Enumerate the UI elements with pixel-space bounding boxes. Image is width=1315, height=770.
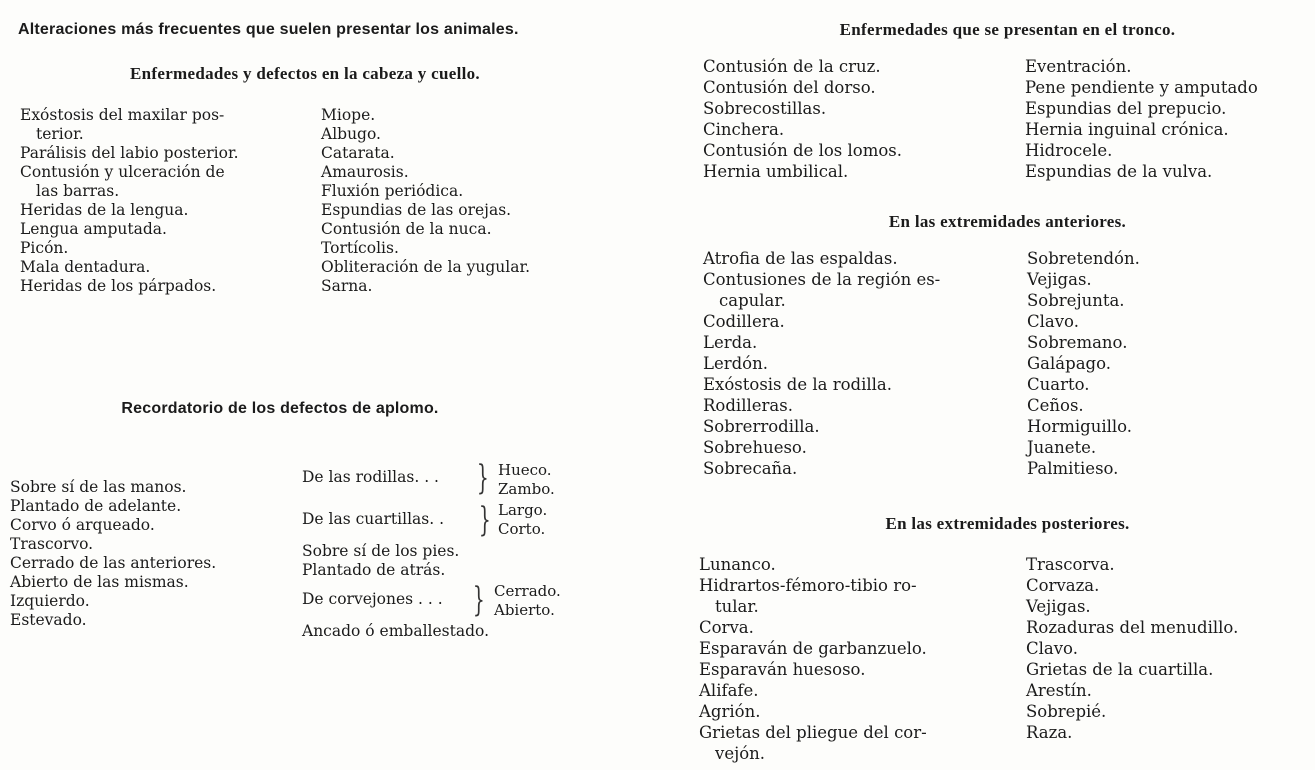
list-item: Heridas de la lengua. xyxy=(20,201,189,219)
brace-icon: } xyxy=(478,500,491,540)
list-item: Lerda. xyxy=(703,333,758,352)
anterior-col1 xyxy=(703,248,940,479)
list-item: Plantado de adelante. xyxy=(10,497,182,515)
list-item: vejón. xyxy=(715,744,766,763)
list-item: Corva. xyxy=(699,618,754,637)
list-item: Lengua amputada. xyxy=(20,220,167,238)
list-item: Sobrerrodilla. xyxy=(703,417,820,436)
list-item: Obliteración de la yugular. xyxy=(321,258,531,276)
list-item: Pene pendiente y amputado xyxy=(1025,78,1258,97)
head-neck-title: Enfermedades y defectos en la cabeza y cuello. xyxy=(130,64,480,83)
list-item: Exóstosis de la rodilla. xyxy=(703,375,893,394)
list-item: Picón. xyxy=(20,239,69,257)
list-item: Grietas del pliegue del cor- xyxy=(699,723,927,742)
list-item: Sobre sí de los pies. xyxy=(302,542,460,560)
list-item: Estevado. xyxy=(10,611,87,629)
list-item: Heridas de los párpados. xyxy=(20,277,217,295)
list-item: Hormiguillo. xyxy=(1027,417,1133,436)
list-item: Miope. xyxy=(321,106,376,124)
aplomo-middle xyxy=(302,542,592,580)
list-item: Eventración. xyxy=(1025,57,1132,76)
list-item: Mala dentadura. xyxy=(20,258,151,276)
list-item: Catarata. xyxy=(321,144,395,162)
list-item: Raza. xyxy=(1026,723,1073,742)
list-item: Contusión de los lomos. xyxy=(703,141,902,160)
list-item: Agrión. xyxy=(699,702,761,721)
list-item: Parálisis del labio posterior. xyxy=(20,144,239,162)
list-item: Exóstosis del maxilar pos- xyxy=(20,106,225,124)
list-item: Contusión del dorso. xyxy=(703,78,876,97)
list-item: Contusión de la nuca. xyxy=(321,220,492,238)
list-item: Hidrartos-fémoro-tibio ro- xyxy=(699,576,917,595)
list-item: Espundias de la vulva. xyxy=(1025,162,1213,181)
list-item: Sarna. xyxy=(321,277,373,295)
brace-option: Hueco. xyxy=(498,461,552,479)
list-item: Contusiones de la región es- xyxy=(703,270,941,289)
list-item: Vejigas. xyxy=(1026,597,1091,616)
list-item: Lunanco. xyxy=(699,555,776,574)
list-item: Ancado ó emballestado. xyxy=(302,622,489,640)
list-item: Vejigas. xyxy=(1027,270,1092,289)
list-item: terior. xyxy=(36,125,84,143)
list-item: tular. xyxy=(715,597,759,616)
list-item: Trascorva. xyxy=(1026,555,1115,574)
list-item: Sobrecaña. xyxy=(703,459,798,478)
brace-icon: } xyxy=(472,580,485,620)
list-item: Trascorvo. xyxy=(10,535,94,553)
list-item: Sobretendón. xyxy=(1027,249,1140,268)
brace-option: Cerrado. xyxy=(494,582,561,600)
list-item: Galápago. xyxy=(1027,354,1111,373)
aplomo-col1 xyxy=(10,478,216,630)
list-item: las barras. xyxy=(36,182,120,200)
trunk-title: Enfermedades que se presentan en el tronco. xyxy=(839,20,1176,39)
list-item: Hernia inguinal crónica. xyxy=(1025,120,1229,139)
list-item: Cinchera. xyxy=(703,120,785,139)
list-item: Sobrehueso. xyxy=(703,438,807,457)
list-item: Sobrecostillas. xyxy=(703,99,827,118)
list-item: Plantado de atrás. xyxy=(302,561,446,579)
list-item: Amaurosis. xyxy=(321,163,409,181)
brace-icon: } xyxy=(476,458,489,498)
cuartillas-label: De las cuartillas. . xyxy=(302,510,444,528)
list-item: Sobrejunta. xyxy=(1027,291,1125,310)
list-item: Lerdón. xyxy=(703,354,768,373)
rodillas-group xyxy=(302,458,592,500)
list-item: Esparaván huesoso. xyxy=(699,660,866,679)
list-item: Rozaduras del menudillo. xyxy=(1026,618,1239,637)
list-item: Izquierdo. xyxy=(10,592,90,610)
list-item: Espundias del prepucio. xyxy=(1025,99,1227,118)
rodillas-label: De las rodillas. . . xyxy=(302,468,439,486)
list-item: Sobremano. xyxy=(1027,333,1128,352)
list-item: Sobre sí de las manos. xyxy=(10,478,187,496)
anterior-col2 xyxy=(1027,248,1140,479)
list-item: Tortícolis. xyxy=(321,239,399,257)
list-item: Clavo. xyxy=(1026,639,1078,658)
trunk-col1 xyxy=(703,56,902,182)
list-item: capular. xyxy=(719,291,786,310)
posterior-col1 xyxy=(699,554,927,764)
list-item: Cuarto. xyxy=(1027,375,1090,394)
brace-option: Zambo. xyxy=(498,480,555,498)
list-item: Juanete. xyxy=(1027,438,1097,457)
list-item: Esparaván de garbanzuelo. xyxy=(699,639,927,658)
list-item: Grietas de la cuartilla. xyxy=(1026,660,1214,679)
list-item: Atrofia de las espaldas. xyxy=(703,249,898,268)
aplomo-title: Recordatorio de los defectos de aplomo. xyxy=(121,400,439,417)
posterior-col2 xyxy=(1026,554,1238,743)
corvejones-label: De corvejones . . . xyxy=(302,590,443,608)
trunk-col2 xyxy=(1025,56,1258,182)
brace-option: Corto. xyxy=(498,520,546,538)
list-item: Albugo. xyxy=(321,125,381,143)
head-neck-col1 xyxy=(20,106,239,296)
list-item: Palmitieso. xyxy=(1027,459,1119,478)
list-item: Corvaza. xyxy=(1026,576,1100,595)
head-neck-col2 xyxy=(321,106,530,296)
list-item: Arestín. xyxy=(1026,681,1092,700)
list-item: Alifafe. xyxy=(699,681,759,700)
list-item: Espundias de las orejas. xyxy=(321,201,512,219)
main-title: Alteraciones más frecuentes que suelen presentar los animales. xyxy=(18,21,519,38)
list-item: Contusión de la cruz. xyxy=(703,57,881,76)
cuartillas-group xyxy=(302,500,592,542)
list-item: Sobrepié. xyxy=(1026,702,1107,721)
list-item: Hidrocele. xyxy=(1025,141,1113,160)
anterior-title: En las extremidades anteriores. xyxy=(888,212,1127,231)
list-item: Contusión y ulceración de xyxy=(20,163,225,181)
list-item: Fluxión periódica. xyxy=(321,182,464,200)
list-item: Hernia umbilical. xyxy=(703,162,849,181)
list-item: Ceños. xyxy=(1027,396,1084,415)
list-item: Cerrado de las anteriores. xyxy=(10,554,217,572)
aplomo-col2 xyxy=(302,458,592,641)
list-item: Clavo. xyxy=(1027,312,1079,331)
list-item: Codillera. xyxy=(703,312,785,331)
brace-option: Largo. xyxy=(498,501,548,519)
posterior-title: En las extremidades posteriores. xyxy=(885,514,1130,533)
brace-option: Abierto. xyxy=(494,601,555,619)
list-item: Rodilleras. xyxy=(703,396,793,415)
list-item: Abierto de las mismas. xyxy=(10,573,189,591)
list-item: Corvo ó arqueado. xyxy=(10,516,155,534)
corvejones-group xyxy=(302,580,592,622)
